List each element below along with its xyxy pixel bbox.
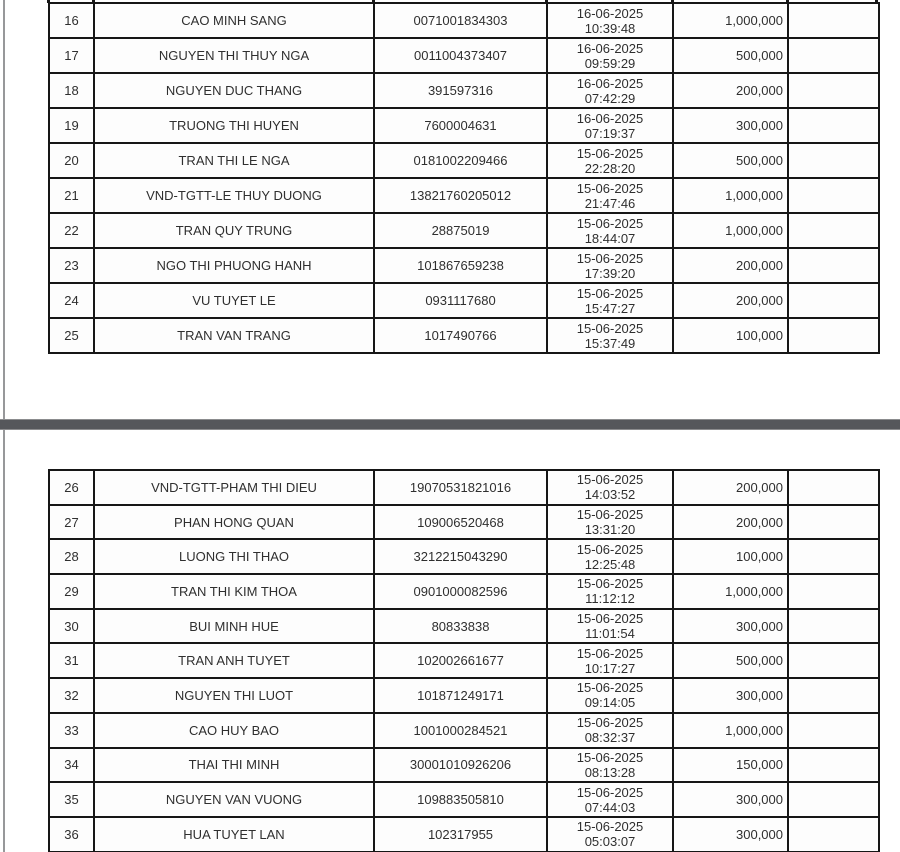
date-line: 15-06-2025 bbox=[576, 145, 644, 161]
donor-name-cell: BUI MINH HUE bbox=[94, 609, 374, 644]
amount-cell: 500,000 bbox=[673, 38, 788, 73]
donor-name-cell: NGO THI PHUONG HANH bbox=[94, 248, 374, 283]
account-number-cell: 101867659238 bbox=[374, 248, 547, 283]
datetime-cell bbox=[547, 539, 673, 574]
amount-cell: 500,000 bbox=[673, 643, 788, 678]
time-line: 18:44:07 bbox=[584, 230, 636, 246]
row-number-cell: 25 bbox=[49, 318, 94, 353]
account-number-cell: 19070531821016 bbox=[374, 470, 547, 505]
datetime-cell bbox=[547, 108, 673, 143]
table-row bbox=[49, 574, 879, 609]
date-line: 15-06-2025 bbox=[576, 680, 644, 696]
date-line: 16-06-2025 bbox=[576, 110, 644, 126]
note-cell bbox=[788, 73, 879, 108]
account-number-cell: 7600004631 bbox=[374, 108, 547, 143]
note-cell bbox=[788, 3, 879, 38]
table-row bbox=[49, 539, 879, 574]
clipped-row-border-stub bbox=[92, 0, 95, 3]
note-cell bbox=[788, 713, 879, 748]
time-line: 17:39:20 bbox=[584, 265, 636, 281]
account-number-cell: 0011004373407 bbox=[374, 38, 547, 73]
table-row bbox=[49, 782, 879, 817]
note-cell bbox=[788, 539, 879, 574]
account-number-cell: 102002661677 bbox=[374, 643, 547, 678]
account-number-cell: 30001010926206 bbox=[374, 748, 547, 783]
datetime-cell bbox=[547, 283, 673, 318]
page-separator-bar bbox=[0, 419, 900, 430]
clipped-row-border-stub bbox=[875, 0, 878, 3]
note-cell bbox=[788, 283, 879, 318]
date-line: 15-06-2025 bbox=[576, 472, 644, 488]
datetime-cell bbox=[547, 713, 673, 748]
table-row bbox=[49, 213, 879, 248]
date-line: 15-06-2025 bbox=[576, 285, 644, 301]
table-row bbox=[49, 143, 879, 178]
donor-name-cell: TRAN THI LE NGA bbox=[94, 143, 374, 178]
amount-cell: 300,000 bbox=[673, 108, 788, 143]
table-row bbox=[49, 248, 879, 283]
time-line: 11:12:12 bbox=[585, 591, 635, 607]
note-cell bbox=[788, 108, 879, 143]
donor-name-cell: HUA TUYET LAN bbox=[94, 817, 374, 852]
time-line: 09:14:05 bbox=[584, 695, 636, 711]
amount-cell: 200,000 bbox=[673, 248, 788, 283]
donor-name-cell: TRAN VAN TRANG bbox=[94, 318, 374, 353]
donor-name-cell: NGUYEN VAN VUONG bbox=[94, 782, 374, 817]
donor-name-cell: NGUYEN DUC THANG bbox=[94, 73, 374, 108]
datetime-cell bbox=[547, 609, 673, 644]
account-number-cell: 101871249171 bbox=[374, 678, 547, 713]
datetime-cell bbox=[547, 505, 673, 540]
donation-table-page-1 bbox=[48, 2, 880, 354]
clipped-row-border-stub bbox=[786, 0, 789, 3]
amount-cell: 1,000,000 bbox=[673, 178, 788, 213]
table-row bbox=[49, 73, 879, 108]
row-number-cell: 17 bbox=[49, 38, 94, 73]
datetime-cell bbox=[547, 143, 673, 178]
datetime-cell bbox=[547, 73, 673, 108]
row-number-cell: 34 bbox=[49, 748, 94, 783]
date-line: 15-06-2025 bbox=[576, 541, 644, 557]
row-number-cell: 35 bbox=[49, 782, 94, 817]
note-cell bbox=[788, 178, 879, 213]
account-number-cell: 109883505810 bbox=[374, 782, 547, 817]
date-line: 15-06-2025 bbox=[576, 819, 644, 835]
account-number-cell: 3212215043290 bbox=[374, 539, 547, 574]
table-row bbox=[49, 678, 879, 713]
amount-cell: 1,000,000 bbox=[673, 213, 788, 248]
datetime-cell bbox=[547, 178, 673, 213]
account-number-cell: 1017490766 bbox=[374, 318, 547, 353]
date-line: 15-06-2025 bbox=[576, 215, 644, 231]
table-row bbox=[49, 38, 879, 73]
date-line: 15-06-2025 bbox=[576, 320, 644, 336]
time-line: 08:32:37 bbox=[584, 730, 636, 746]
date-line: 15-06-2025 bbox=[576, 715, 644, 731]
table-row bbox=[49, 178, 879, 213]
note-cell bbox=[788, 817, 879, 852]
note-cell bbox=[788, 782, 879, 817]
amount-cell: 200,000 bbox=[673, 73, 788, 108]
clipped-row-border-stub bbox=[372, 0, 375, 3]
table-row bbox=[49, 318, 879, 353]
donor-name-cell: NGUYEN THI THUY NGA bbox=[94, 38, 374, 73]
datetime-cell bbox=[547, 213, 673, 248]
amount-cell: 200,000 bbox=[673, 283, 788, 318]
time-line: 11:01:54 bbox=[585, 626, 635, 642]
donor-name-cell: VND-TGTT-PHAM THI DIEU bbox=[94, 470, 374, 505]
table-body-page-2 bbox=[49, 470, 879, 852]
donor-name-cell: VND-TGTT-LE THUY DUONG bbox=[94, 178, 374, 213]
time-line: 08:13:28 bbox=[584, 764, 636, 780]
table-row bbox=[49, 283, 879, 318]
row-number-cell: 20 bbox=[49, 143, 94, 178]
donor-name-cell: PHAN HONG QUAN bbox=[94, 505, 374, 540]
datetime-cell bbox=[547, 817, 673, 852]
date-line: 16-06-2025 bbox=[576, 5, 644, 21]
row-number-cell: 16 bbox=[49, 3, 94, 38]
time-line: 14:03:52 bbox=[584, 487, 636, 503]
time-line: 07:19:37 bbox=[584, 125, 636, 141]
note-cell bbox=[788, 643, 879, 678]
date-line: 15-06-2025 bbox=[576, 576, 644, 592]
clipped-row-border-stub bbox=[671, 0, 674, 3]
date-line: 16-06-2025 bbox=[576, 40, 644, 56]
clipped-row-border-stub bbox=[545, 0, 548, 3]
datetime-cell bbox=[547, 678, 673, 713]
amount-cell: 500,000 bbox=[673, 143, 788, 178]
time-line: 15:47:27 bbox=[584, 300, 636, 316]
table-row bbox=[49, 748, 879, 783]
time-line: 12:25:48 bbox=[584, 556, 636, 572]
time-line: 10:39:48 bbox=[584, 20, 636, 36]
date-line: 15-06-2025 bbox=[576, 749, 644, 765]
account-number-cell: 1001000284521 bbox=[374, 713, 547, 748]
donation-table-page-2 bbox=[48, 469, 880, 852]
table-row bbox=[49, 470, 879, 505]
time-line: 05:03:07 bbox=[584, 834, 636, 850]
datetime-cell bbox=[547, 748, 673, 783]
time-line: 10:17:27 bbox=[584, 660, 636, 676]
time-line: 07:44:03 bbox=[584, 799, 636, 815]
date-line: 15-06-2025 bbox=[576, 645, 644, 661]
row-number-cell: 27 bbox=[49, 505, 94, 540]
row-number-cell: 18 bbox=[49, 73, 94, 108]
amount-cell: 300,000 bbox=[673, 678, 788, 713]
table-row bbox=[49, 713, 879, 748]
row-number-cell: 23 bbox=[49, 248, 94, 283]
table-row bbox=[49, 3, 879, 38]
note-cell bbox=[788, 38, 879, 73]
amount-cell: 1,000,000 bbox=[673, 3, 788, 38]
account-number-cell: 0901000082596 bbox=[374, 574, 547, 609]
note-cell bbox=[788, 609, 879, 644]
donor-name-cell: TRAN ANH TUYET bbox=[94, 643, 374, 678]
table-row bbox=[49, 505, 879, 540]
note-cell bbox=[788, 678, 879, 713]
datetime-cell bbox=[547, 470, 673, 505]
table-row bbox=[49, 108, 879, 143]
row-number-cell: 33 bbox=[49, 713, 94, 748]
donor-name-cell: LUONG THI THAO bbox=[94, 539, 374, 574]
table-row bbox=[49, 817, 879, 852]
amount-cell: 200,000 bbox=[673, 505, 788, 540]
note-cell bbox=[788, 248, 879, 283]
account-number-cell: 109006520468 bbox=[374, 505, 547, 540]
note-cell bbox=[788, 505, 879, 540]
date-line: 15-06-2025 bbox=[576, 611, 644, 627]
time-line: 07:42:29 bbox=[584, 90, 636, 106]
date-line: 16-06-2025 bbox=[576, 75, 644, 91]
row-number-cell: 36 bbox=[49, 817, 94, 852]
time-line: 22:28:20 bbox=[584, 160, 636, 176]
row-number-cell: 26 bbox=[49, 470, 94, 505]
time-line: 13:31:20 bbox=[584, 522, 636, 538]
donor-name-cell: NGUYEN THI LUOT bbox=[94, 678, 374, 713]
datetime-cell bbox=[547, 782, 673, 817]
row-number-cell: 32 bbox=[49, 678, 94, 713]
account-number-cell: 13821760205012 bbox=[374, 178, 547, 213]
account-number-cell: 0071001834303 bbox=[374, 3, 547, 38]
note-cell bbox=[788, 143, 879, 178]
note-cell bbox=[788, 574, 879, 609]
amount-cell: 1,000,000 bbox=[673, 713, 788, 748]
time-line: 09:59:29 bbox=[584, 55, 636, 71]
account-number-cell: 28875019 bbox=[374, 213, 547, 248]
amount-cell: 100,000 bbox=[673, 539, 788, 574]
row-number-cell: 31 bbox=[49, 643, 94, 678]
donor-name-cell: CAO MINH SANG bbox=[94, 3, 374, 38]
datetime-cell bbox=[547, 3, 673, 38]
datetime-cell bbox=[547, 38, 673, 73]
table-body-page-1 bbox=[49, 3, 879, 353]
row-number-cell: 22 bbox=[49, 213, 94, 248]
amount-cell: 300,000 bbox=[673, 817, 788, 852]
account-number-cell: 0931117680 bbox=[374, 283, 547, 318]
row-number-cell: 28 bbox=[49, 539, 94, 574]
row-number-cell: 24 bbox=[49, 283, 94, 318]
datetime-cell bbox=[547, 248, 673, 283]
account-number-cell: 0181002209466 bbox=[374, 143, 547, 178]
note-cell bbox=[788, 318, 879, 353]
datetime-cell bbox=[547, 318, 673, 353]
date-line: 15-06-2025 bbox=[576, 784, 644, 800]
note-cell bbox=[788, 748, 879, 783]
donor-name-cell: TRAN THI KIM THOA bbox=[94, 574, 374, 609]
date-line: 15-06-2025 bbox=[576, 507, 644, 523]
row-number-cell: 30 bbox=[49, 609, 94, 644]
amount-cell: 150,000 bbox=[673, 748, 788, 783]
datetime-cell bbox=[547, 574, 673, 609]
account-number-cell: 391597316 bbox=[374, 73, 547, 108]
clipped-row-border-stub bbox=[47, 0, 50, 3]
donor-name-cell: TRAN QUY TRUNG bbox=[94, 213, 374, 248]
amount-cell: 300,000 bbox=[673, 609, 788, 644]
table-row bbox=[49, 643, 879, 678]
datetime-cell bbox=[547, 643, 673, 678]
donor-name-cell: THAI THI MINH bbox=[94, 748, 374, 783]
donor-name-cell: CAO HUY BAO bbox=[94, 713, 374, 748]
date-line: 15-06-2025 bbox=[576, 180, 644, 196]
note-cell bbox=[788, 470, 879, 505]
donor-name-cell: TRUONG THI HUYEN bbox=[94, 108, 374, 143]
amount-cell: 300,000 bbox=[673, 782, 788, 817]
date-line: 15-06-2025 bbox=[576, 250, 644, 266]
amount-cell: 1,000,000 bbox=[673, 574, 788, 609]
row-number-cell: 21 bbox=[49, 178, 94, 213]
note-cell bbox=[788, 213, 879, 248]
table-row bbox=[49, 609, 879, 644]
account-number-cell: 102317955 bbox=[374, 817, 547, 852]
time-line: 21:47:46 bbox=[584, 195, 636, 211]
donor-name-cell: VU TUYET LE bbox=[94, 283, 374, 318]
amount-cell: 100,000 bbox=[673, 318, 788, 353]
row-number-cell: 29 bbox=[49, 574, 94, 609]
amount-cell: 200,000 bbox=[673, 470, 788, 505]
row-number-cell: 19 bbox=[49, 108, 94, 143]
account-number-cell: 80833838 bbox=[374, 609, 547, 644]
time-line: 15:37:49 bbox=[584, 335, 636, 351]
